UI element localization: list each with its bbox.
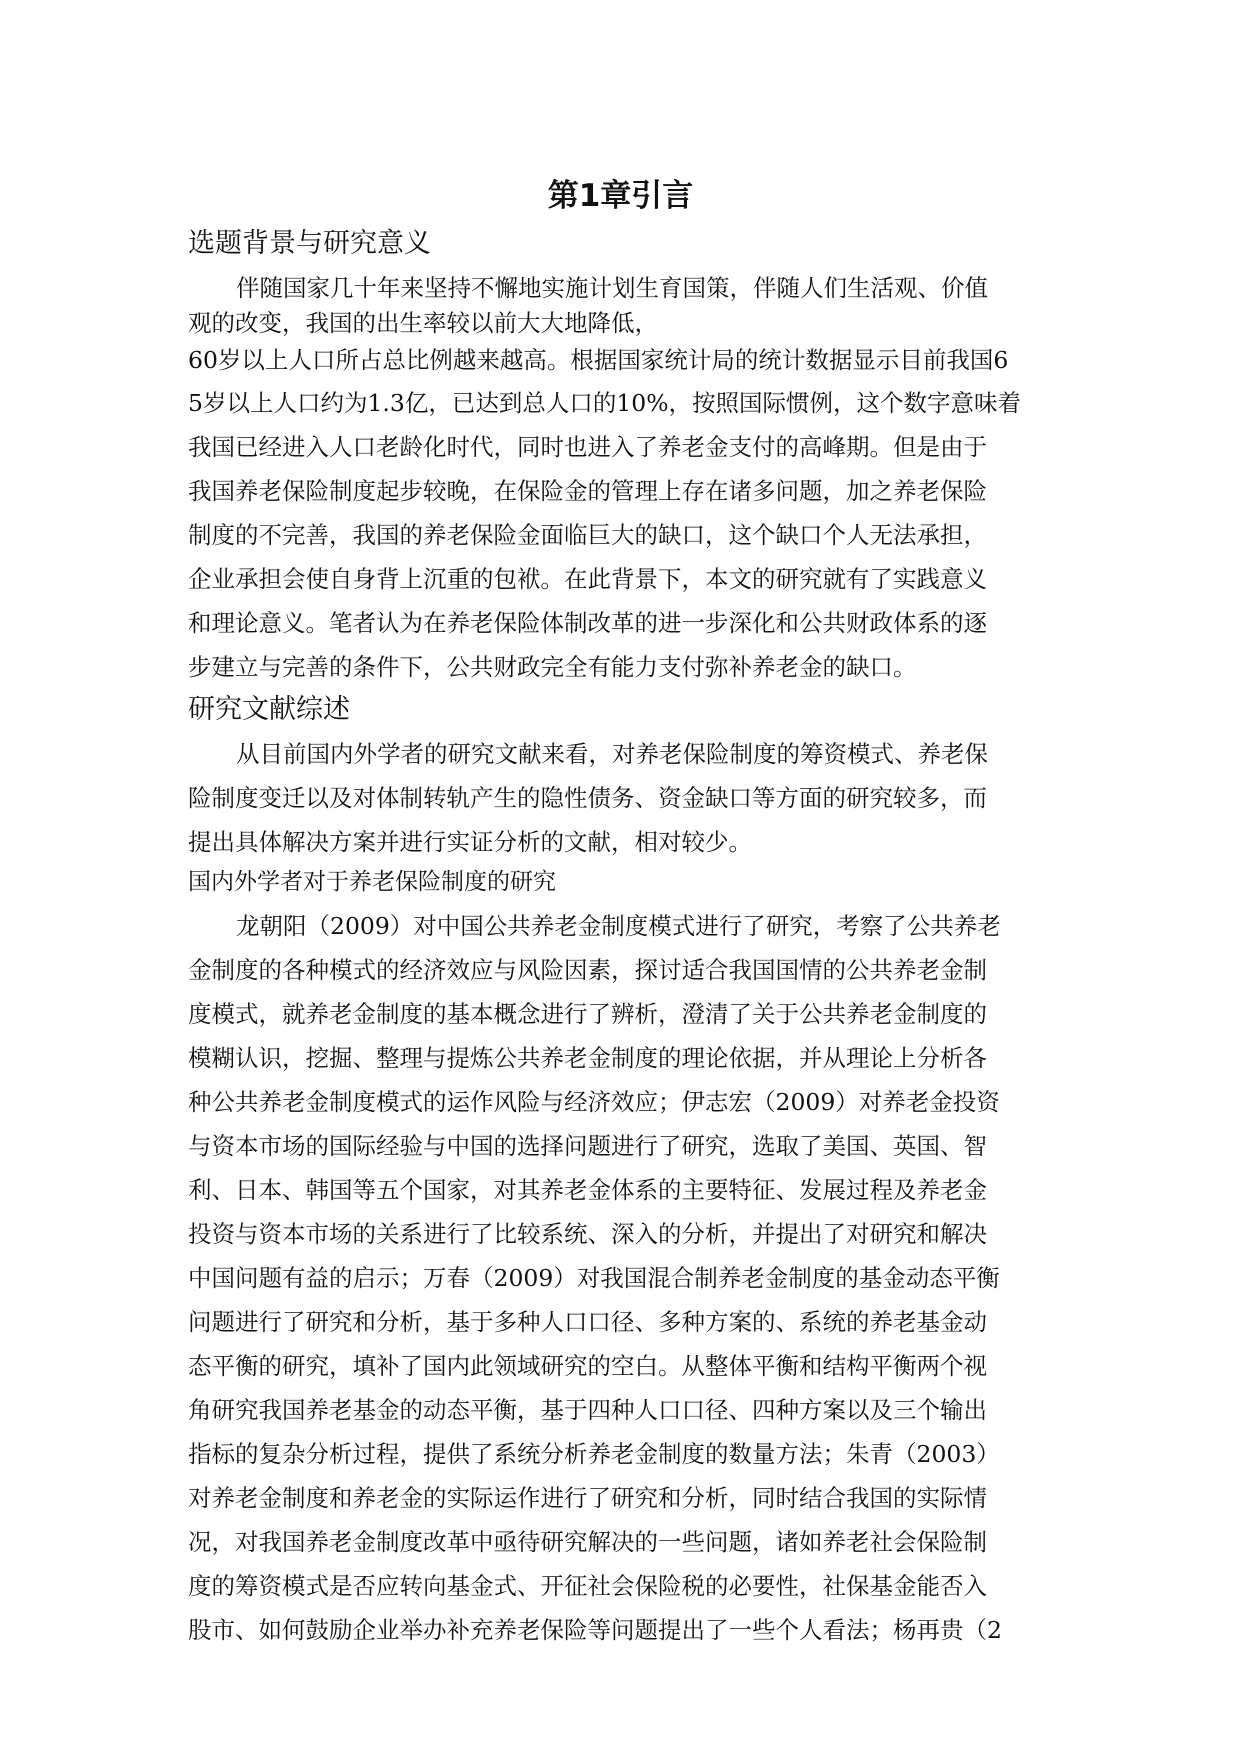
paragraph-line: 观的改变，我国的出生率较以前大大地降低， (188, 309, 658, 337)
paragraph-line: 利、日本、韩国等五个国家，对其养老金体系的主要特征、发展过程及养老金 (188, 1176, 987, 1204)
paragraph-line: 投资与资本市场的关系进行了比较系统、深入的分析，并提出了对研究和解决 (188, 1220, 987, 1248)
paragraph-line: 模糊认识，挖掘、整理与提炼公共养老金制度的理论依据，并从理论上分析各 (188, 1044, 987, 1072)
paragraph-line: 和理论意义。笔者认为在养老保险体制改革的进一步深化和公共财政体系的逐 (188, 609, 987, 637)
paragraph-line: 60岁以上人口所占总比例越来越高。根据国家统计局的统计数据显示目前我国6 (188, 346, 1009, 374)
paragraph-line: 况，对我国养老金制度改革中亟待研究解决的一些问题，诸如养老社会保险制 (188, 1528, 987, 1556)
paragraph-line: 态平衡的研究，填补了国内此领域研究的空白。从整体平衡和结构平衡两个视 (188, 1352, 987, 1380)
paragraph-line: 险制度变迁以及对体制转轨产生的隐性债务、资金缺口等方面的研究较多，而 (188, 784, 987, 812)
paragraph-line: 种公共养老金制度模式的运作风险与经济效应；伊志宏（2009）对养老金投资 (188, 1088, 1000, 1116)
section-heading-literature: 研究文献综述 (188, 694, 350, 725)
paragraph-line: 股市、如何鼓励企业举办补充养老保险等问题提出了一些个人看法；杨再贵（2 (188, 1616, 1002, 1644)
paragraph-line: 提出具体解决方案并进行实证分析的文献，相对较少。 (188, 828, 752, 856)
paragraph-line: 金制度的各种模式的经济效应与风险因素，探讨适合我国国情的公共养老金制 (188, 956, 987, 984)
paragraph-line: 龙朝阳（2009）对中国公共养老金制度模式进行了研究，考察了公共养老 (236, 912, 1001, 940)
paragraph-line: 伴随国家几十年来坚持不懈地实施计划生育国策，伴随人们生活观、价值 (236, 274, 988, 302)
paragraph-line: 5岁以上人口约为1.3亿，已达到总人口的10%，按照国际惯例，这个数字意味着 (188, 389, 1022, 417)
section-heading-background: 选题背景与研究意义 (188, 228, 431, 259)
chapter-title: 第1章引言 (547, 178, 694, 214)
paragraph-line: 问题进行了研究和分析，基于多种人口口径、多种方案的、系统的养老基金动 (188, 1308, 987, 1336)
paragraph-line: 中国问题有益的启示；万春（2009）对我国混合制养老金制度的基金动态平衡 (188, 1264, 1000, 1292)
subsection-heading: 国内外学者对于养老保险制度的研究 (188, 869, 556, 895)
paragraph-line: 对养老金制度和养老金的实际运作进行了研究和分析，同时结合我国的实际情 (188, 1484, 987, 1512)
paragraph-line: 与资本市场的国际经验与中国的选择问题进行了研究，选取了美国、英国、智 (188, 1132, 987, 1160)
paragraph-line: 指标的复杂分析过程，提供了系统分析养老金制度的数量方法；朱青（2003） (188, 1440, 1000, 1468)
paragraph-line: 企业承担会使自身背上沉重的包袱。在此背景下，本文的研究就有了实践意义 (188, 565, 987, 593)
paragraph-line: 我国已经进入人口老龄化时代，同时也进入了养老金支付的高峰期。但是由于 (188, 433, 987, 461)
paragraph-line: 角研究我国养老基金的动态平衡，基于四种人口口径、四种方案以及三个输出 (188, 1396, 987, 1424)
paragraph-line: 度的筹资模式是否应转向基金式、开征社会保险税的必要性，社保基金能否入 (188, 1572, 987, 1600)
paragraph-line: 步建立与完善的条件下，公共财政完全有能力支付弥补养老金的缺口。 (188, 653, 917, 681)
paragraph-line: 我国养老保险制度起步较晚，在保险金的管理上存在诸多问题，加之养老保险 (188, 477, 987, 505)
paragraph-line: 制度的不完善，我国的养老保险金面临巨大的缺口，这个缺口个人无法承担， (188, 521, 987, 549)
paragraph-line: 从目前国内外学者的研究文献来看，对养老保险制度的筹资模式、养老保 (236, 740, 988, 768)
paragraph-line: 度模式，就养老金制度的基本概念进行了辨析，澄清了关于公共养老金制度的 (188, 1000, 987, 1028)
